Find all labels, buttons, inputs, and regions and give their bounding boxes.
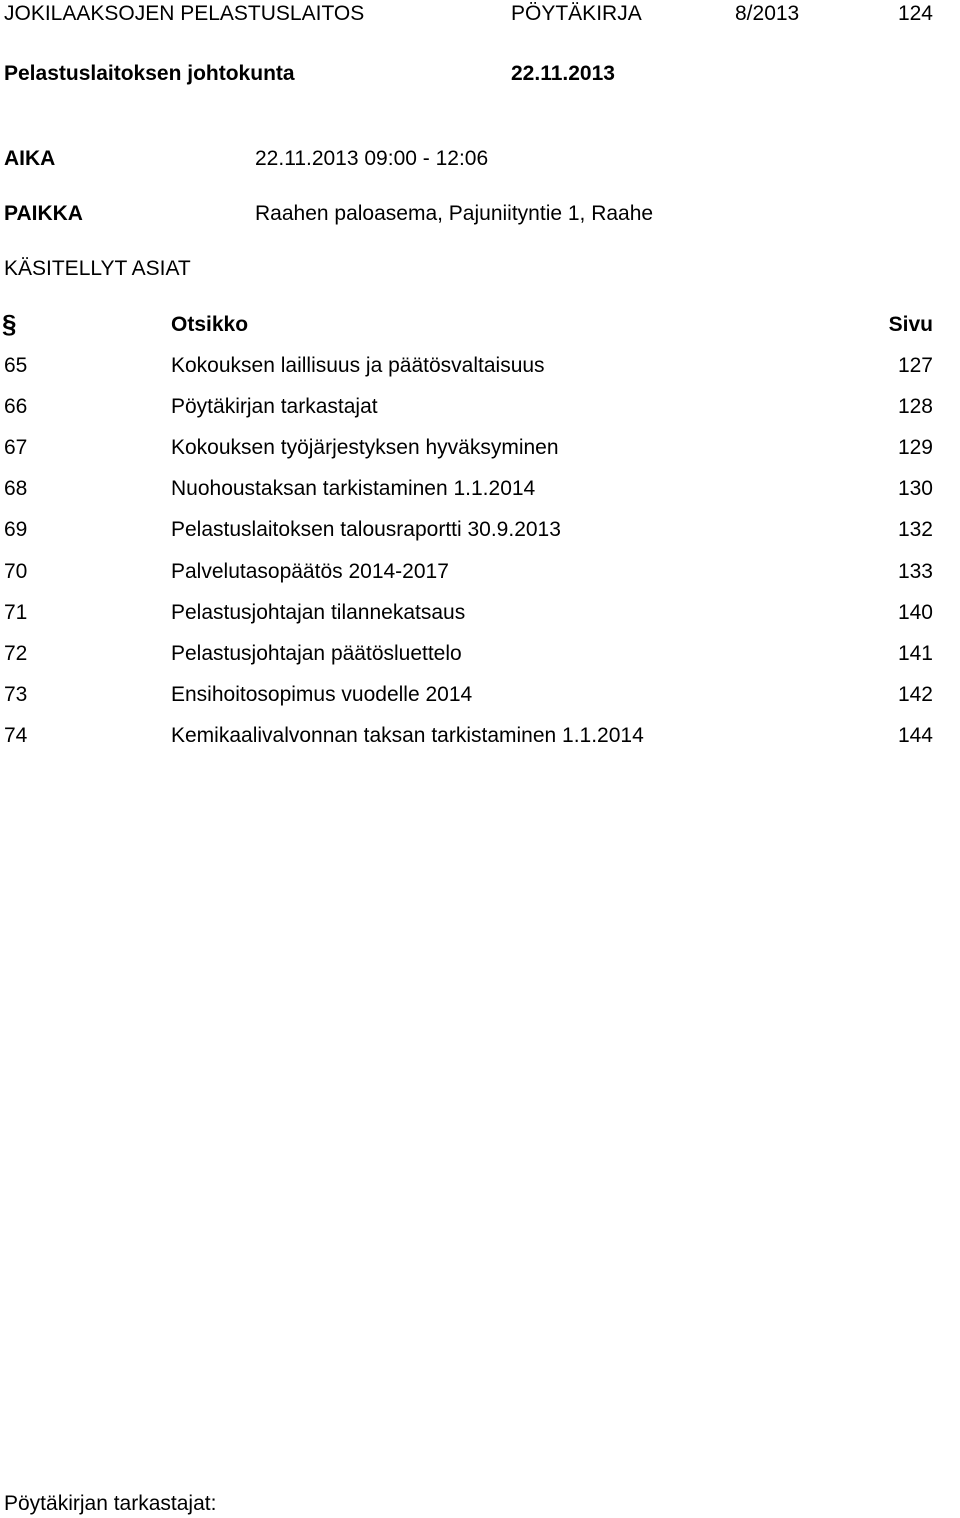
organization-name: JOKILAAKSOJEN PELASTUSLAITOS [4,2,365,25]
agenda-item-page: 144 [897,724,933,747]
time-label: AIKA [4,147,56,170]
agenda-item-number: 72 [4,642,28,665]
agenda-item-title: Ensihoitosopimus vuodelle 2014 [171,683,473,706]
agenda-row [0,355,960,379]
agenda-row [0,561,960,585]
agenda-item-title: Pöytäkirjan tarkastajat [171,395,378,418]
agenda-item-title: Pelastusjohtajan päätösluettelo [171,642,462,665]
agenda-item-title: Kokouksen laillisuus ja päätösvaltaisuus [171,354,545,377]
agenda-item-title: Kemikaalivalvonnan taksan tarkistaminen 1.1.2014 [171,724,644,747]
agenda-item-title: Nuohoustaksan tarkistaminen 1.1.2014 [171,477,536,500]
governing-body: Pelastuslaitoksen johtokunta [4,62,295,85]
section-title: KÄSITELLYT ASIAT [4,257,191,280]
meeting-date: 22.11.2013 [511,62,615,85]
page-number: 124 [897,2,933,25]
column-header-title: Otsikko [171,313,249,336]
agenda-row [0,396,960,420]
agenda-item-page: 133 [897,560,933,583]
agenda-item-number: 71 [4,601,28,624]
agenda-item-page: 127 [897,354,933,377]
place-value: Raahen paloasema, Pajuniityntie 1, Raahe [255,202,654,225]
agenda-item-number: 67 [4,436,28,459]
agenda-item-number: 66 [4,395,28,418]
agenda-item-title: Pelastuslaitoksen talousraportti 30.9.2013 [171,518,561,541]
document-number: 8/2013 [735,2,800,25]
agenda-item-page: 132 [897,518,933,541]
agenda-item-title: Kokouksen työjärjestyksen hyväksyminen [171,436,559,459]
reviewers-label: Pöytäkirjan tarkastajat: [4,1492,217,1515]
agenda-item-number: 73 [4,683,28,706]
agenda-item-page: 142 [897,683,933,706]
agenda-row [0,684,960,708]
agenda-item-number: 65 [4,354,28,377]
time-value: 22.11.2013 09:00 - 12:06 [255,147,489,170]
agenda-item-number: 68 [4,477,28,500]
agenda-item-number: 69 [4,518,28,541]
agenda-item-page: 129 [897,436,933,459]
place-label: PAIKKA [4,202,83,225]
agenda-item-page: 140 [897,601,933,624]
agenda-row [0,643,960,667]
agenda-item-title: Pelastusjohtajan tilannekatsaus [171,601,466,624]
agenda-item-page: 128 [897,395,933,418]
agenda-row [0,478,960,502]
agenda-item-number: 74 [4,724,28,747]
section-sign-icon: § [2,309,17,339]
agenda-row [0,519,960,543]
column-header-page: Sivu [888,313,933,336]
agenda-item-title: Palvelutasopäätös 2014-2017 [171,560,449,583]
document-type: PÖYTÄKIRJA [511,2,642,25]
agenda-row [0,437,960,461]
agenda-item-page: 141 [897,642,933,665]
agenda-item-page: 130 [897,477,933,500]
agenda-row [0,725,960,749]
agenda-row [0,602,960,626]
agenda-item-number: 70 [4,560,28,583]
